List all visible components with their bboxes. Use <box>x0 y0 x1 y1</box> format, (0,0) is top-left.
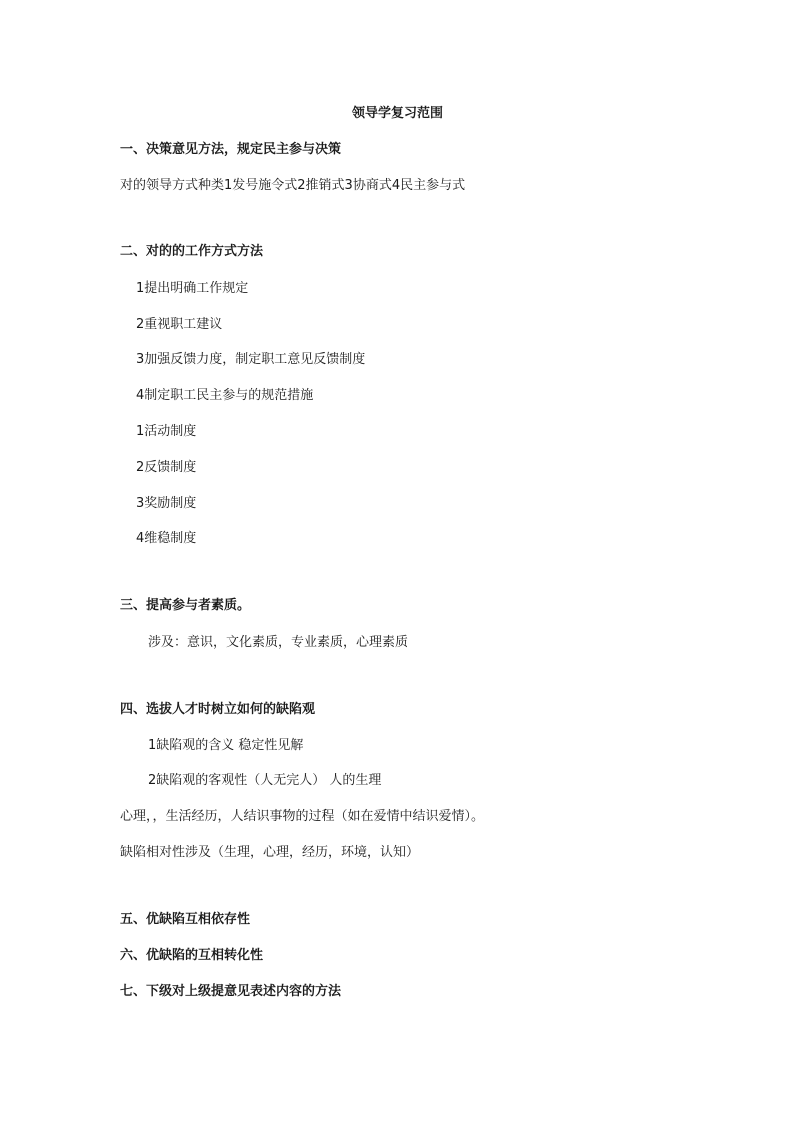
section-heading-4: 四、选拔人才时树立如何的缺陷观 <box>120 702 316 717</box>
list-item: 2缺陷观的客观性（人无完人） 人的生理 <box>148 773 382 788</box>
list-item: 3加强反馈力度，制定职工意见反馈制度 <box>136 352 366 367</box>
document-title: 领导学复习范围 <box>352 106 444 121</box>
paragraph-text: 涉及：意识，文化素质，专业素质，心理素质 <box>148 635 409 650</box>
list-item: 4制定职工民主参与的规范措施 <box>136 388 314 403</box>
list-item: 1缺陷观的含义 稳定性见解 <box>148 738 304 753</box>
section-heading-1: 一、决策意见方法，规定民主参与决策 <box>120 142 342 157</box>
list-item: 2反馈制度 <box>136 460 197 475</box>
list-item: 2重视职工建议 <box>136 317 223 332</box>
paragraph-text: 对的领导方式种类1发号施令式2推销式3协商式4民主参与式 <box>120 178 466 193</box>
list-item: 1活动制度 <box>136 424 197 439</box>
section-heading-2: 二、对的的工作方式方法 <box>120 244 264 259</box>
paragraph-text: 缺陷相对性涉及（生理，心理，经历，环境，认知） <box>120 845 420 860</box>
list-item: 1提出明确工作规定 <box>136 281 249 296</box>
paragraph-text: 心理，，生活经历，人结识事物的过程（如在爱情中结识爱情）。 <box>120 809 485 824</box>
section-heading-6: 六、优缺陷的互相转化性 <box>120 948 264 963</box>
section-heading-5: 五、优缺陷互相依存性 <box>120 912 251 927</box>
section-heading-7: 七、下级对上级提意见表述内容的方法 <box>120 984 342 999</box>
list-item: 4维稳制度 <box>136 531 197 546</box>
list-item: 3奖励制度 <box>136 496 197 511</box>
section-heading-3: 三、提高参与者素质。 <box>120 598 251 613</box>
